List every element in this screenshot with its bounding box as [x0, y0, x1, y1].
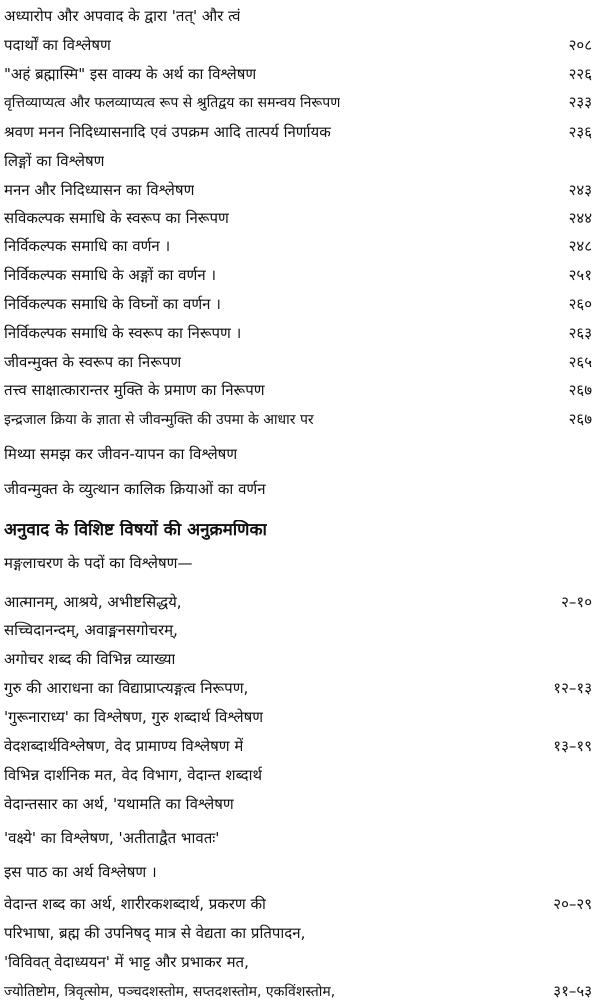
entry-text: अध्यारोप और अपवाद के द्वारा 'तत्' और त्वं — [4, 7, 241, 25]
entry-page: २४३ — [568, 181, 592, 199]
toc-entry — [4, 649, 594, 669]
entry-text: ज्योतिष्टोम, त्रिवृत्सोम, पञ्चदशस्तोम, सप्तदशस्तोम, एकविंशस्तोम, — [4, 984, 336, 1000]
toc-entry — [4, 707, 594, 727]
entry-text: 'विविवत् वेदाध्ययन' में भाट्ट और प्रभाकर मत, — [4, 953, 249, 971]
entry-page: २३६ — [568, 123, 592, 141]
entry-text: सविकल्पक समाधि के स्वरूप का निरूपण — [4, 209, 229, 227]
entry-text: पदार्थों का विश्लेषण — [4, 36, 111, 54]
toc-entry — [4, 678, 594, 698]
entry-text: वेदशब्दार्थविश्लेषण, वेद प्रामाण्य विश्लेषण में — [4, 737, 244, 755]
toc-entry — [4, 736, 594, 756]
entry-text: वृत्तिव्याप्यत्व और फलव्याप्यत्व रूप से श्रुतिद्वय का समन्वय निरूपण — [4, 95, 341, 111]
toc-entry — [4, 323, 594, 343]
entry-page: १२–१३ — [553, 679, 592, 697]
entry-text: मनन और निदिध्यासन का विश्लेषण — [4, 181, 195, 199]
section-heading — [4, 520, 594, 540]
toc-entry — [4, 352, 594, 372]
toc-entry — [4, 923, 594, 943]
entry-text: जीवन्मुक्त के स्वरूप का निरूपण — [4, 353, 182, 371]
toc-entry — [4, 592, 594, 612]
toc-entry — [4, 6, 594, 26]
entry-text: वेदान्त शब्द का अर्थ, शारीरकशब्दार्थ, प्रकरण की — [4, 895, 266, 913]
toc-entry — [4, 92, 594, 113]
toc-entry — [4, 122, 594, 142]
toc-entry — [4, 479, 594, 499]
entry-text: विभिन्न दार्शनिक मत, वेद विभाग, वेदान्त शब्दार्थ — [4, 766, 263, 784]
toc-entry — [4, 180, 594, 200]
entry-page: २०–२९ — [553, 895, 592, 913]
entry-text: लिङ्गों का विश्लेषण — [4, 152, 105, 170]
toc-entry — [4, 35, 594, 55]
entry-page: २३३ — [568, 93, 592, 111]
toc-entry — [4, 794, 594, 814]
entry-text: इन्द्रजाल क्रिया के ज्ञाता से जीवन्मुक्ति की उपमा के आधार पर — [4, 412, 314, 428]
entry-text: इस पाठ का अर्थ विश्लेषण । — [4, 863, 157, 881]
entry-text: 'गुरूनाराध्य' का विश्लेषण, गुरु शब्दार्थ विश्लेषण — [4, 708, 264, 726]
toc-entry — [4, 444, 594, 464]
entry-page: ३१–५३ — [553, 982, 592, 1000]
entry-text: जीवन्मुक्त के व्युत्थान कालिक क्रियाओं का वर्णन — [4, 480, 266, 498]
subsection-heading-text: मङ्गलाचरण के पदों का विश्लेषण— — [4, 554, 193, 572]
entry-text: सच्चिदानन्दम्, अवाङ्मनसगोचरम्, — [4, 621, 178, 639]
entry-text: निर्विकल्पक समाधि के विघ्नों का वर्णन । — [4, 295, 221, 313]
entry-page: २६० — [568, 295, 592, 313]
entry-text: निर्विकल्पक समाधि के अङ्गों का वर्णन । — [4, 266, 217, 284]
toc-entry — [4, 620, 594, 640]
toc-entry — [4, 828, 594, 848]
section-heading-text: अनुवाद के विशिष्ट विषयों की अनुक्रमणिका — [4, 520, 267, 540]
entry-page: २–१० — [561, 593, 592, 611]
entry-text: अगोचर शब्द की विभिन्न व्याख्या — [4, 650, 176, 668]
entry-text: परिभाषा, ब्रह्म की उपनिषद् मात्र से वेद्यता का प्रतिपादन, — [4, 924, 306, 942]
entry-text: निर्विकल्पक समाधि के स्वरूप का निरूपण । — [4, 324, 242, 342]
entry-text: वेदान्तसार का अर्थ, 'यथामति का विश्लेषण — [4, 795, 234, 813]
entry-page: २६७ — [568, 410, 592, 428]
toc-entry — [4, 236, 594, 256]
entry-text: तत्त्व साक्षात्कारान्तर मुक्ति के प्रमाण का निरूपण — [4, 381, 265, 399]
entry-page: २२६ — [568, 65, 592, 83]
toc-entry — [4, 981, 594, 1002]
entry-page: २४४ — [568, 209, 592, 227]
entry-text: मिथ्या समझ कर जीवन-यापन का विश्लेषण — [4, 445, 238, 463]
toc-entry — [4, 409, 594, 430]
entry-text: 'वक्ष्ये' का विश्लेषण, 'अतीताद्वैत भावतः' — [4, 829, 220, 847]
entry-page: २०८ — [568, 36, 592, 54]
entry-page: २४८ — [568, 237, 592, 255]
toc-entry — [4, 64, 594, 84]
entry-text: गुरु की आराधना का विद्याप्राप्त्यङ्गत्व निरूपण, — [4, 679, 249, 697]
entry-page: २६५ — [568, 353, 592, 371]
toc-entry — [4, 952, 594, 972]
toc-entry — [4, 151, 594, 171]
toc-entry — [4, 294, 594, 314]
entry-text: निर्विकल्पक समाधि का वर्णन । — [4, 237, 171, 255]
entry-text: आत्मानम्, आश्रये, अभीष्टसिद्धये, — [4, 593, 182, 611]
toc-entry — [4, 894, 594, 914]
subsection-heading — [4, 553, 594, 573]
toc-entry — [4, 862, 594, 882]
entry-page: २५१ — [568, 266, 592, 284]
toc-entry — [4, 265, 594, 285]
toc-entry — [4, 208, 594, 228]
entry-page: १३–१९ — [553, 737, 592, 755]
entry-page: २६३ — [568, 324, 592, 342]
toc-entry — [4, 765, 594, 785]
entry-text: "अहं ब्रह्मास्मि" इस वाक्य के अर्थ का विश्लेषण — [4, 65, 257, 83]
entry-page: २६७ — [568, 381, 592, 399]
toc-entry — [4, 380, 594, 400]
entry-text: श्रवण मनन निदिध्यासनादि एवं उपक्रम आदि तात्पर्य निर्णायक — [4, 123, 331, 141]
